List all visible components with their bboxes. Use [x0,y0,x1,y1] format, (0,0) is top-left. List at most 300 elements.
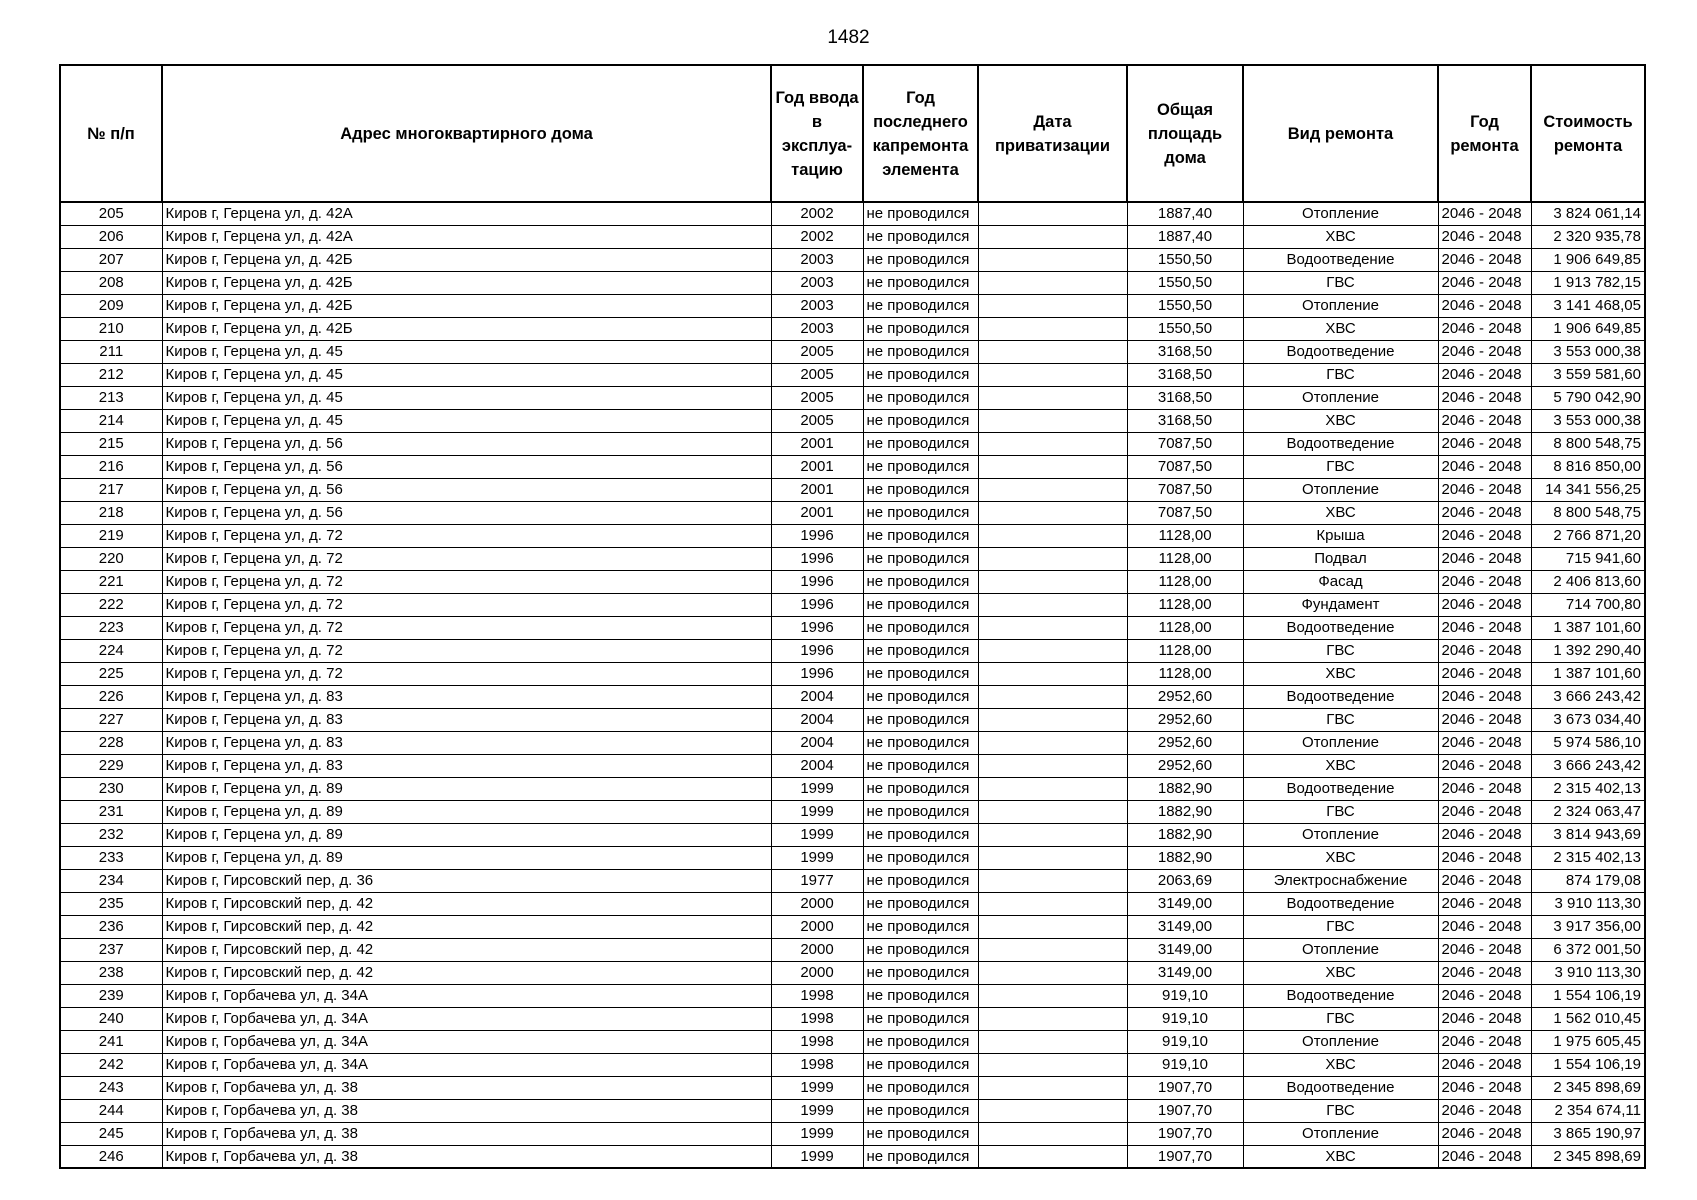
row-area: 919,10 [1127,984,1243,1007]
row-address: Киров г, Герцена ул, д. 72 [162,616,771,639]
row-number: 208 [60,271,162,294]
row-cost: 715 941,60 [1531,547,1645,570]
row-cost: 1 387 101,60 [1531,662,1645,685]
row-year-built: 2001 [771,501,863,524]
row-area: 3168,50 [1127,409,1243,432]
row-address: Киров г, Гирсовский пер, д. 42 [162,938,771,961]
row-number: 210 [60,317,162,340]
row-last-repair: не проводился [863,869,978,892]
table-row [60,317,1645,340]
row-area: 1887,40 [1127,225,1243,248]
row-last-repair: не проводился [863,570,978,593]
row-last-repair: не проводился [863,685,978,708]
row-area: 3149,00 [1127,938,1243,961]
row-area: 7087,50 [1127,478,1243,501]
row-area: 1882,90 [1127,800,1243,823]
row-year-built: 2005 [771,409,863,432]
row-address: Киров г, Герцена ул, д. 89 [162,823,771,846]
row-address: Киров г, Герцена ул, д. 45 [162,363,771,386]
row-area: 3168,50 [1127,340,1243,363]
table-row [60,455,1645,478]
row-number: 227 [60,708,162,731]
row-cost: 2 766 871,20 [1531,524,1645,547]
row-cost: 3 865 190,97 [1531,1122,1645,1145]
row-privatization [978,662,1127,685]
row-repair-period: 2046 - 2048 [1438,478,1531,501]
row-privatization [978,547,1127,570]
table-row [60,685,1645,708]
row-privatization [978,432,1127,455]
row-year-built: 1996 [771,524,863,547]
row-repair-period: 2046 - 2048 [1438,317,1531,340]
row-address: Киров г, Герцена ул, д. 89 [162,846,771,869]
row-last-repair: не проводился [863,547,978,570]
row-repair-type: Водоотведение [1243,340,1438,363]
row-repair-type: ХВС [1243,961,1438,984]
row-repair-type: Отопление [1243,823,1438,846]
row-repair-type: Водоотведение [1243,984,1438,1007]
row-repair-type: Отопление [1243,938,1438,961]
row-address: Киров г, Герцена ул, д. 72 [162,570,771,593]
row-address: Киров г, Герцена ул, д. 45 [162,409,771,432]
row-address: Киров г, Герцена ул, д. 72 [162,547,771,570]
row-privatization [978,961,1127,984]
row-last-repair: не проводился [863,524,978,547]
table-row [60,984,1645,1007]
row-cost: 3 673 034,40 [1531,708,1645,731]
row-area: 919,10 [1127,1030,1243,1053]
row-last-repair: не проводился [863,317,978,340]
row-number: 231 [60,800,162,823]
row-address: Киров г, Герцена ул, д. 72 [162,662,771,685]
row-last-repair: не проводился [863,915,978,938]
row-area: 1550,50 [1127,317,1243,340]
row-number: 215 [60,432,162,455]
row-repair-type: Фундамент [1243,593,1438,616]
row-cost: 3 814 943,69 [1531,823,1645,846]
row-last-repair: не проводился [863,800,978,823]
row-repair-type: Крыша [1243,524,1438,547]
row-number: 213 [60,386,162,409]
row-privatization [978,248,1127,271]
row-repair-period: 2046 - 2048 [1438,1007,1531,1030]
table-header-row [60,65,1645,202]
row-repair-type: Отопление [1243,294,1438,317]
row-cost: 8 800 548,75 [1531,432,1645,455]
row-year-built: 2001 [771,432,863,455]
header-repair-type: Вид ремонта [1243,65,1438,202]
row-repair-period: 2046 - 2048 [1438,662,1531,685]
row-repair-type: Водоотведение [1243,777,1438,800]
row-year-built: 2005 [771,340,863,363]
row-area: 1907,70 [1127,1122,1243,1145]
row-year-built: 2001 [771,455,863,478]
table-row [60,363,1645,386]
header-area: Общая площадь дома [1127,65,1243,202]
row-number: 238 [60,961,162,984]
row-number: 218 [60,501,162,524]
row-repair-type: Отопление [1243,386,1438,409]
row-last-repair: не проводился [863,639,978,662]
row-last-repair: не проводился [863,708,978,731]
row-number: 209 [60,294,162,317]
row-year-built: 1998 [771,1030,863,1053]
row-repair-type: ГВС [1243,1007,1438,1030]
row-address: Киров г, Горбачева ул, д. 34А [162,1053,771,1076]
row-address: Киров г, Гирсовский пер, д. 42 [162,961,771,984]
row-address: Киров г, Герцена ул, д. 83 [162,685,771,708]
row-year-built: 1999 [771,1145,863,1168]
table-row [60,777,1645,800]
row-last-repair: не проводился [863,409,978,432]
row-area: 1128,00 [1127,639,1243,662]
row-repair-type: ГВС [1243,455,1438,478]
row-number: 221 [60,570,162,593]
row-repair-period: 2046 - 2048 [1438,639,1531,662]
row-number: 207 [60,248,162,271]
row-address: Киров г, Герцена ул, д. 72 [162,593,771,616]
row-number: 211 [60,340,162,363]
row-number: 245 [60,1122,162,1145]
row-last-repair: не проводился [863,225,978,248]
row-address: Киров г, Герцена ул, д. 45 [162,340,771,363]
row-year-built: 1998 [771,984,863,1007]
row-repair-type: Отопление [1243,1030,1438,1053]
row-repair-type: ХВС [1243,1053,1438,1076]
row-cost: 2 324 063,47 [1531,800,1645,823]
row-last-repair: не проводился [863,1145,978,1168]
row-repair-type: ГВС [1243,363,1438,386]
row-last-repair: не проводился [863,363,978,386]
table-row [60,225,1645,248]
row-repair-period: 2046 - 2048 [1438,1053,1531,1076]
row-address: Киров г, Герцена ул, д. 83 [162,708,771,731]
row-privatization [978,478,1127,501]
row-repair-period: 2046 - 2048 [1438,547,1531,570]
table-row [60,501,1645,524]
row-privatization [978,386,1127,409]
row-cost: 14 341 556,25 [1531,478,1645,501]
row-year-built: 2004 [771,708,863,731]
row-number: 244 [60,1099,162,1122]
row-cost: 2 315 402,13 [1531,777,1645,800]
row-address: Киров г, Гирсовский пер, д. 36 [162,869,771,892]
row-privatization [978,938,1127,961]
row-year-built: 1998 [771,1007,863,1030]
row-cost: 6 372 001,50 [1531,938,1645,961]
row-area: 3149,00 [1127,961,1243,984]
row-repair-type: ХВС [1243,846,1438,869]
row-number: 239 [60,984,162,1007]
row-area: 1128,00 [1127,547,1243,570]
row-address: Киров г, Горбачева ул, д. 38 [162,1076,771,1099]
row-cost: 5 790 042,90 [1531,386,1645,409]
row-address: Киров г, Герцена ул, д. 42А [162,225,771,248]
row-number: 205 [60,202,162,225]
row-address: Киров г, Герцена ул, д. 83 [162,754,771,777]
row-repair-type: ХВС [1243,662,1438,685]
table-row [60,662,1645,685]
row-year-built: 1999 [771,1099,863,1122]
row-number: 224 [60,639,162,662]
row-area: 1128,00 [1127,662,1243,685]
row-repair-type: ГВС [1243,271,1438,294]
row-repair-period: 2046 - 2048 [1438,271,1531,294]
row-year-built: 2002 [771,202,863,225]
row-repair-type: ХВС [1243,501,1438,524]
row-cost: 2 320 935,78 [1531,225,1645,248]
row-number: 229 [60,754,162,777]
row-privatization [978,1099,1127,1122]
row-area: 7087,50 [1127,432,1243,455]
row-repair-type: ХВС [1243,1145,1438,1168]
row-repair-type: Водоотведение [1243,432,1438,455]
row-repair-period: 2046 - 2048 [1438,386,1531,409]
row-year-built: 2003 [771,271,863,294]
row-repair-period: 2046 - 2048 [1438,616,1531,639]
row-last-repair: не проводился [863,1053,978,1076]
row-area: 2952,60 [1127,731,1243,754]
row-last-repair: не проводился [863,386,978,409]
row-repair-type: ХВС [1243,225,1438,248]
row-last-repair: не проводился [863,455,978,478]
table-row [60,524,1645,547]
row-year-built: 1999 [771,1122,863,1145]
row-address: Киров г, Герцена ул, д. 42Б [162,271,771,294]
row-privatization [978,363,1127,386]
table-row [60,432,1645,455]
row-cost: 1 906 649,85 [1531,317,1645,340]
row-repair-type: ГВС [1243,1099,1438,1122]
row-privatization [978,317,1127,340]
row-last-repair: не проводился [863,202,978,225]
table-row [60,823,1645,846]
row-privatization [978,869,1127,892]
table-row [60,708,1645,731]
row-repair-type: Отопление [1243,731,1438,754]
row-repair-period: 2046 - 2048 [1438,1030,1531,1053]
row-last-repair: не проводился [863,1076,978,1099]
row-repair-type: ХВС [1243,754,1438,777]
row-privatization [978,1030,1127,1053]
row-year-built: 2003 [771,317,863,340]
row-cost: 1 906 649,85 [1531,248,1645,271]
row-cost: 2 345 898,69 [1531,1145,1645,1168]
table-row [60,915,1645,938]
row-last-repair: не проводился [863,432,978,455]
row-year-built: 1996 [771,570,863,593]
row-cost: 3 917 356,00 [1531,915,1645,938]
row-number: 241 [60,1030,162,1053]
row-last-repair: не проводился [863,1030,978,1053]
row-privatization [978,1145,1127,1168]
row-repair-type: Водоотведение [1243,892,1438,915]
row-number: 222 [60,593,162,616]
row-year-built: 1999 [771,800,863,823]
row-repair-period: 2046 - 2048 [1438,524,1531,547]
row-area: 1128,00 [1127,524,1243,547]
row-year-built: 1996 [771,547,863,570]
row-number: 223 [60,616,162,639]
row-repair-type: Водоотведение [1243,616,1438,639]
row-repair-period: 2046 - 2048 [1438,409,1531,432]
row-cost: 5 974 586,10 [1531,731,1645,754]
row-address: Киров г, Герцена ул, д. 45 [162,386,771,409]
row-cost: 3 824 061,14 [1531,202,1645,225]
row-repair-type: Фасад [1243,570,1438,593]
row-repair-period: 2046 - 2048 [1438,777,1531,800]
header-last-repair: Год последнего капремонта элемента [863,65,978,202]
row-cost: 3 666 243,42 [1531,685,1645,708]
row-repair-period: 2046 - 2048 [1438,294,1531,317]
header-year-built: Год ввода в эксплуа-тацию [771,65,863,202]
row-last-repair: не проводился [863,501,978,524]
table-row [60,271,1645,294]
table-row [60,1007,1645,1030]
row-repair-period: 2046 - 2048 [1438,800,1531,823]
row-last-repair: не проводился [863,294,978,317]
row-privatization [978,593,1127,616]
row-repair-type: Отопление [1243,478,1438,501]
row-cost: 2 354 674,11 [1531,1099,1645,1122]
row-last-repair: не проводился [863,616,978,639]
row-area: 7087,50 [1127,501,1243,524]
row-repair-period: 2046 - 2048 [1438,202,1531,225]
row-last-repair: не проводился [863,961,978,984]
row-area: 2063,69 [1127,869,1243,892]
table-row [60,386,1645,409]
row-address: Киров г, Горбачева ул, д. 34А [162,984,771,1007]
row-repair-type: Водоотведение [1243,1076,1438,1099]
repair-schedule-table [59,64,1646,1169]
table-row [60,1099,1645,1122]
row-number: 228 [60,731,162,754]
row-privatization [978,846,1127,869]
header-cost: Стоимость ремонта [1531,65,1645,202]
row-repair-period: 2046 - 2048 [1438,685,1531,708]
row-repair-period: 2046 - 2048 [1438,1145,1531,1168]
row-cost: 3 910 113,30 [1531,961,1645,984]
row-area: 1128,00 [1127,616,1243,639]
row-repair-type: ХВС [1243,317,1438,340]
row-privatization [978,524,1127,547]
table-row [60,1053,1645,1076]
table-row [60,248,1645,271]
row-year-built: 1999 [771,1076,863,1099]
row-address: Киров г, Герцена ул, д. 83 [162,731,771,754]
table-row [60,754,1645,777]
row-year-built: 1999 [771,846,863,869]
row-year-built: 2000 [771,938,863,961]
row-repair-period: 2046 - 2048 [1438,846,1531,869]
row-privatization [978,685,1127,708]
row-repair-period: 2046 - 2048 [1438,225,1531,248]
row-last-repair: не проводился [863,938,978,961]
row-area: 1128,00 [1127,593,1243,616]
row-area: 919,10 [1127,1053,1243,1076]
row-area: 3168,50 [1127,363,1243,386]
row-number: 243 [60,1076,162,1099]
row-number: 232 [60,823,162,846]
row-address: Киров г, Герцена ул, д. 42А [162,202,771,225]
row-cost: 3 553 000,38 [1531,340,1645,363]
header-privatization: Дата приватизации [978,65,1127,202]
row-repair-period: 2046 - 2048 [1438,248,1531,271]
row-number: 226 [60,685,162,708]
row-privatization [978,294,1127,317]
row-privatization [978,1122,1127,1145]
row-address: Киров г, Герцена ул, д. 56 [162,478,771,501]
row-privatization [978,616,1127,639]
row-privatization [978,1053,1127,1076]
row-repair-period: 2046 - 2048 [1438,432,1531,455]
table-body [60,202,1645,1168]
table-row [60,639,1645,662]
row-cost: 3 141 468,05 [1531,294,1645,317]
row-area: 7087,50 [1127,455,1243,478]
row-repair-period: 2046 - 2048 [1438,892,1531,915]
row-address: Киров г, Горбачева ул, д. 38 [162,1145,771,1168]
row-year-built: 2003 [771,294,863,317]
row-year-built: 2003 [771,248,863,271]
table-row [60,1030,1645,1053]
table-row [60,869,1645,892]
table-row [60,202,1645,225]
row-area: 2952,60 [1127,708,1243,731]
row-repair-period: 2046 - 2048 [1438,570,1531,593]
row-privatization [978,823,1127,846]
row-privatization [978,708,1127,731]
row-number: 225 [60,662,162,685]
row-number: 242 [60,1053,162,1076]
row-privatization [978,501,1127,524]
row-repair-type: Водоотведение [1243,248,1438,271]
row-last-repair: не проводился [863,478,978,501]
row-address: Киров г, Горбачева ул, д. 38 [162,1099,771,1122]
row-address: Киров г, Герцена ул, д. 56 [162,501,771,524]
row-number: 237 [60,938,162,961]
row-address: Киров г, Горбачева ул, д. 38 [162,1122,771,1145]
row-privatization [978,639,1127,662]
row-address: Киров г, Герцена ул, д. 56 [162,432,771,455]
row-last-repair: не проводился [863,1122,978,1145]
row-year-built: 2000 [771,915,863,938]
row-last-repair: не проводился [863,984,978,1007]
table-row [60,547,1645,570]
row-privatization [978,225,1127,248]
row-last-repair: не проводился [863,1007,978,1030]
row-repair-period: 2046 - 2048 [1438,915,1531,938]
row-year-built: 2004 [771,731,863,754]
row-area: 1882,90 [1127,846,1243,869]
table-row [60,731,1645,754]
row-year-built: 2002 [771,225,863,248]
row-area: 1882,90 [1127,823,1243,846]
row-repair-period: 2046 - 2048 [1438,754,1531,777]
row-area: 2952,60 [1127,754,1243,777]
row-repair-period: 2046 - 2048 [1438,1099,1531,1122]
row-number: 206 [60,225,162,248]
row-last-repair: не проводился [863,777,978,800]
row-repair-period: 2046 - 2048 [1438,731,1531,754]
table-row [60,938,1645,961]
row-area: 1907,70 [1127,1145,1243,1168]
row-repair-type: ГВС [1243,800,1438,823]
row-area: 3149,00 [1127,892,1243,915]
row-repair-type: ГВС [1243,915,1438,938]
row-repair-period: 2046 - 2048 [1438,938,1531,961]
row-year-built: 1999 [771,823,863,846]
